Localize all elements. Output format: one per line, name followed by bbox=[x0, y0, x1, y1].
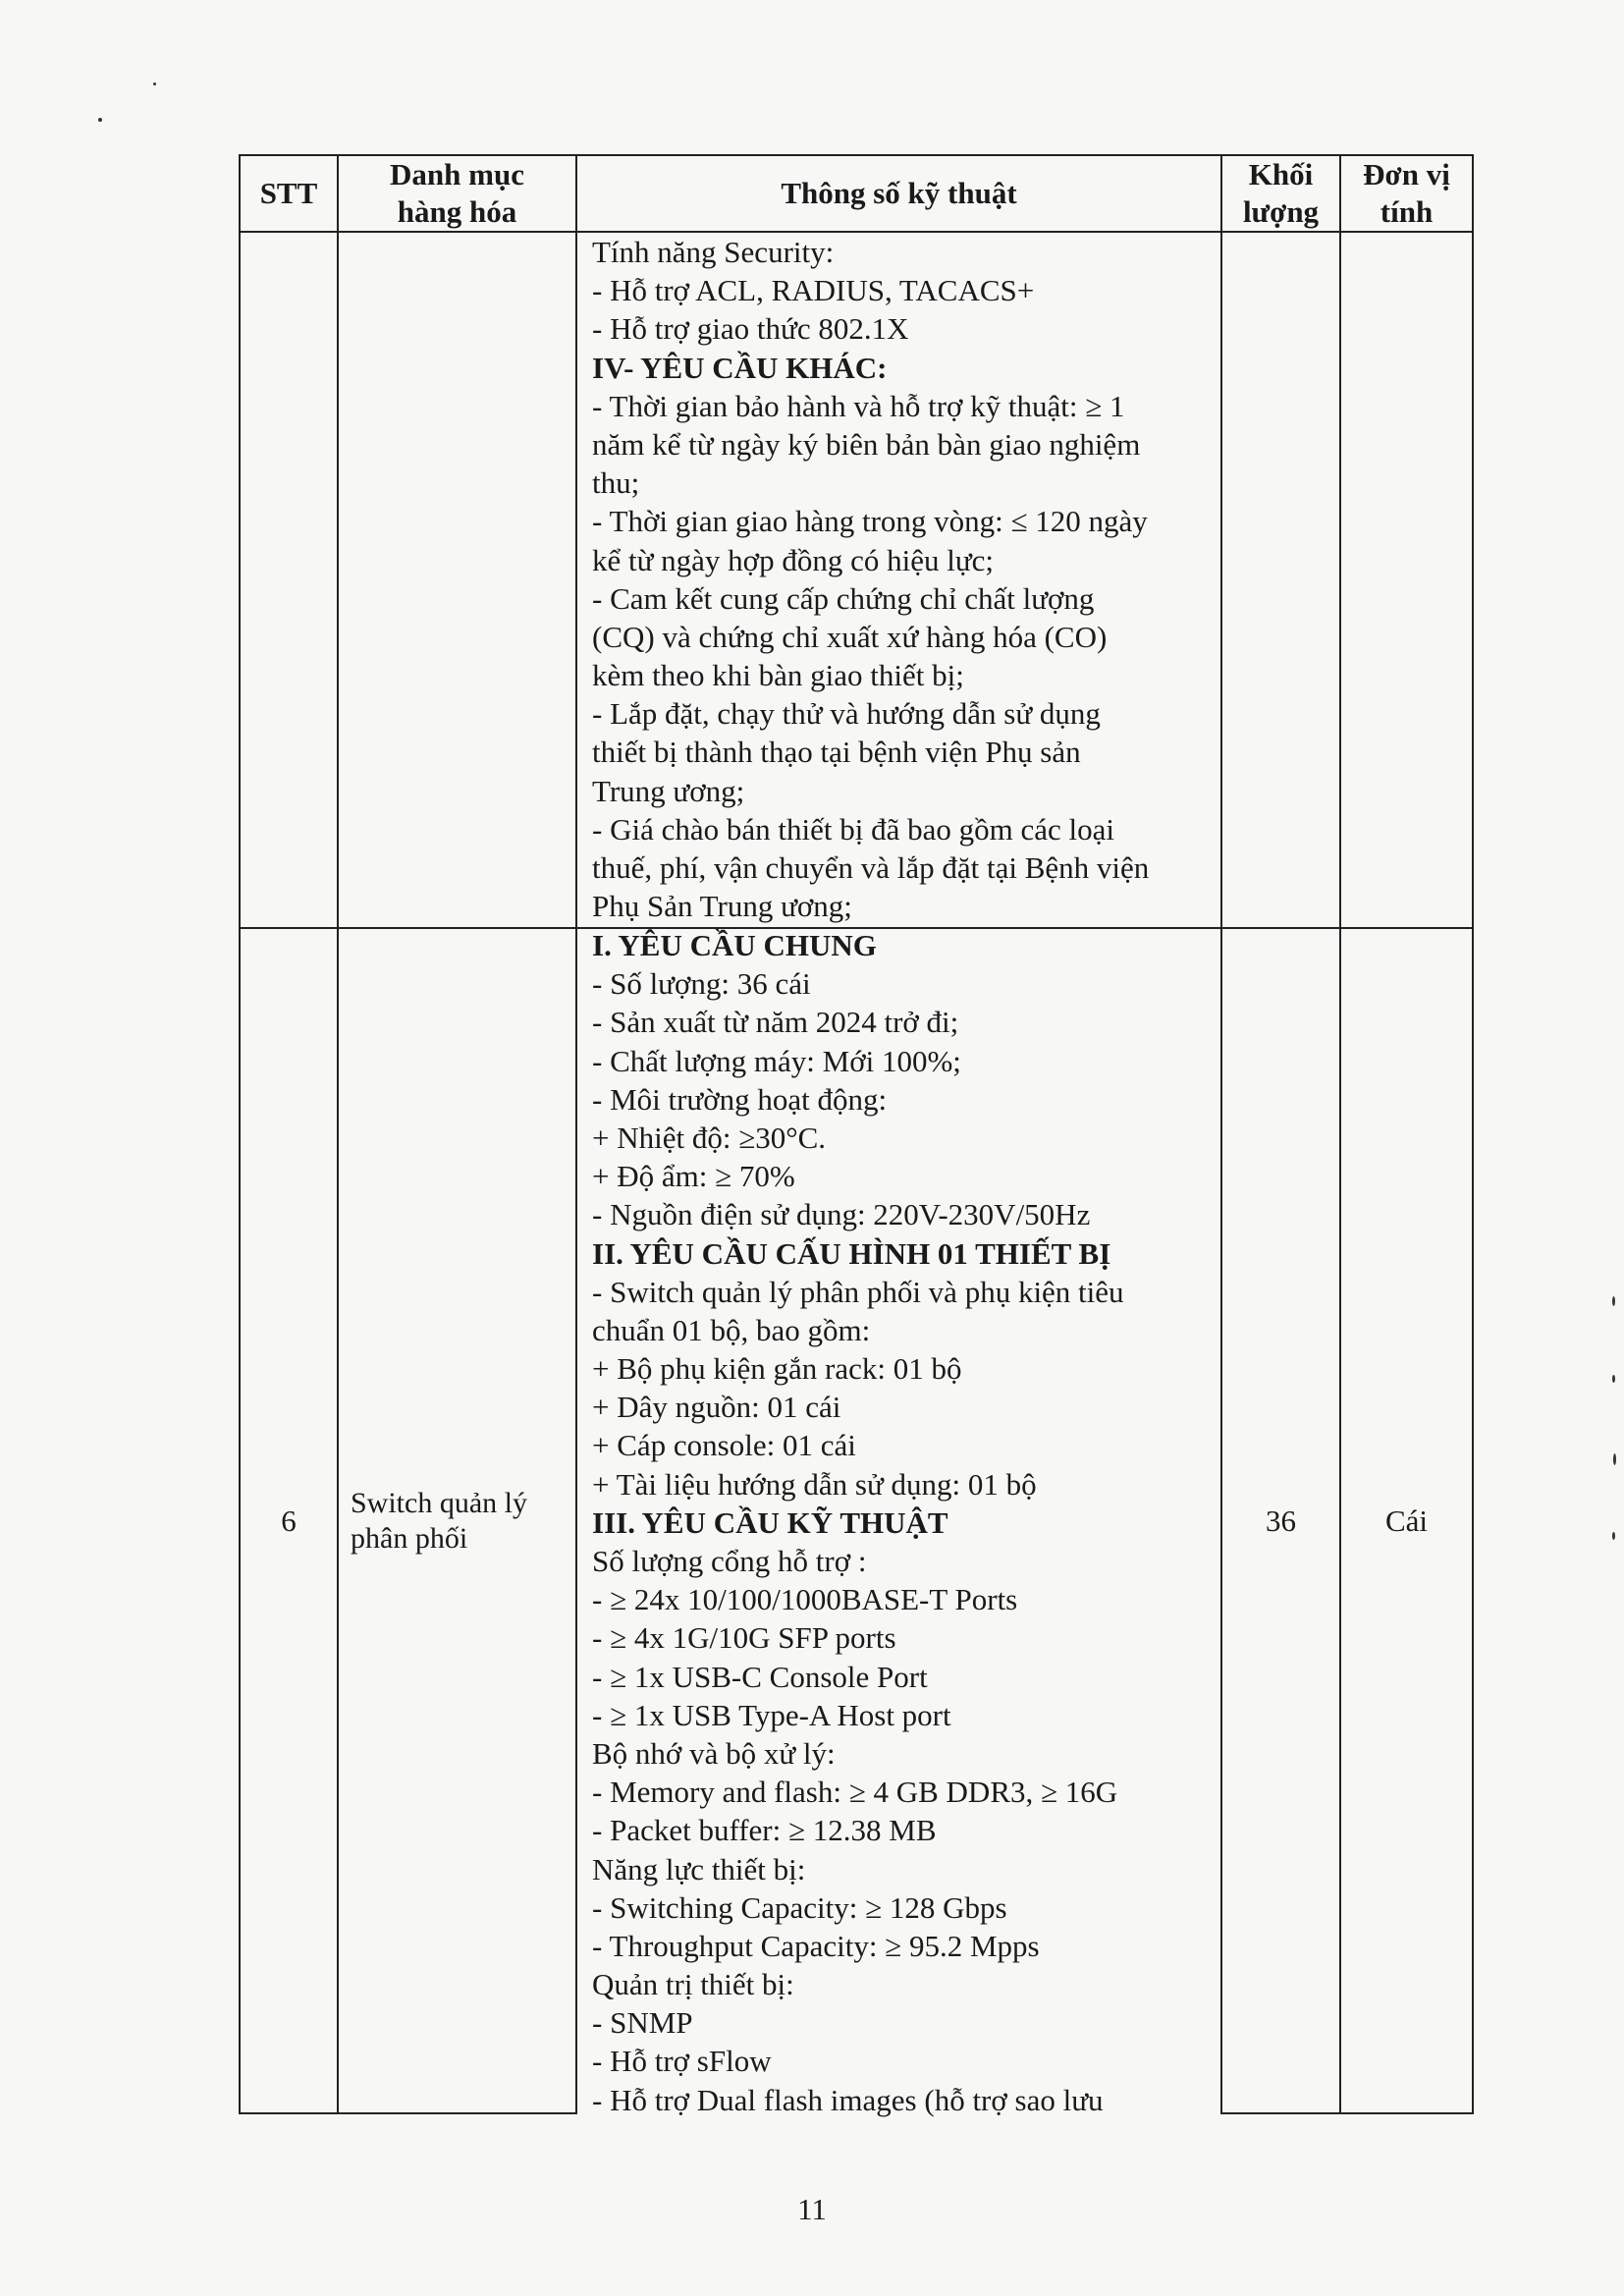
spec-line: Quản trị thiết bị: bbox=[592, 1967, 794, 2002]
row6-stt: 6 bbox=[281, 1503, 297, 1538]
spec-line: - Packet buffer: ≥ 12.38 MB bbox=[592, 1813, 937, 1848]
spec-line: - ≥ 24x 10/100/1000BASE-T Ports bbox=[592, 1582, 1018, 1617]
spec-line: Năng lực thiết bị: bbox=[592, 1851, 806, 1886]
spec-line: + Tài liệu hướng dẫn sử dụng: 01 bộ bbox=[592, 1466, 1037, 1502]
spec-line: + Độ ẩm: ≥ 70% bbox=[592, 1159, 795, 1194]
scan-speck bbox=[1612, 1532, 1615, 1540]
row6-item-name-line2: phân phối bbox=[351, 1521, 468, 1555]
spec-line: - Môi trường hoạt động: bbox=[592, 1081, 888, 1117]
spec-line: Tính năng Security: bbox=[592, 235, 835, 269]
header-thong-so: Thông số kỹ thuật bbox=[781, 176, 1017, 210]
spec-table bbox=[239, 154, 1474, 2117]
row6-item-name-line1: Switch quản lý bbox=[351, 1486, 527, 1519]
spec-line: thuế, phí, vận chuyển và lắp đặt tại Bệnh viện bbox=[592, 850, 1150, 885]
header-danh-muc bbox=[339, 156, 575, 231]
spec-cell-continued bbox=[592, 233, 1149, 925]
spec-line: năm kể từ ngày ký biên bản bàn giao nghiệm bbox=[592, 426, 1141, 462]
header-don-vi bbox=[1341, 156, 1472, 231]
table-border bbox=[337, 154, 339, 2114]
spec-line: - ≥ 1x USB-C Console Port bbox=[592, 1659, 928, 1694]
header-stt: STT bbox=[259, 176, 318, 210]
table-border bbox=[1220, 2112, 1474, 2114]
row6-unit: Cái bbox=[1384, 1503, 1429, 1538]
scan-speck bbox=[153, 82, 156, 85]
spec-line: kèm theo khi bàn giao thiết bị; bbox=[592, 658, 964, 693]
header-danh-muc-line2: hàng hóa bbox=[397, 194, 517, 229]
spec-line: - ≥ 1x USB Type-A Host port bbox=[592, 1697, 951, 1732]
spec-line: Trung ương; bbox=[592, 773, 745, 808]
spec-line: IV- YÊU CẦU KHÁC: bbox=[592, 350, 888, 385]
spec-line: + Cáp console: 01 cái bbox=[592, 1428, 856, 1463]
scan-speck bbox=[1613, 1453, 1616, 1465]
header-khoi-luong-line1: Khối bbox=[1248, 157, 1314, 191]
spec-line: - Cam kết cung cấp chứng chỉ chất lượng bbox=[592, 580, 1095, 616]
scan-speck bbox=[1612, 1375, 1615, 1383]
header-khoi-luong-line2: lượng bbox=[1242, 194, 1320, 229]
spec-line: + Bộ phụ kiện gắn rack: 01 bộ bbox=[592, 1351, 962, 1387]
spec-line: - Memory and flash: ≥ 4 GB DDR3, ≥ 16G bbox=[592, 1775, 1118, 1810]
table-border bbox=[1472, 154, 1474, 2114]
spec-line: chuẩn 01 bộ, bao gồm: bbox=[592, 1312, 871, 1347]
spec-line: thu; bbox=[592, 465, 640, 501]
spec-line: - ≥ 4x 1G/10G SFP ports bbox=[592, 1620, 896, 1656]
row6-spec-cell bbox=[592, 926, 1124, 2119]
spec-line: - Giá chào bán thiết bị đã bao gồm các loại bbox=[592, 811, 1114, 847]
spec-line: Phụ Sản Trung ương; bbox=[592, 889, 852, 924]
table-border bbox=[575, 154, 577, 2114]
page-number: 11 bbox=[797, 2192, 827, 2226]
scan-speck bbox=[98, 118, 102, 122]
spec-line: - Hỗ trợ sFlow bbox=[592, 2044, 772, 2079]
spec-line: - Nguồn điện sử dụng: 220V-230V/50Hz bbox=[592, 1197, 1091, 1232]
spec-line: I. YÊU CẦU CHUNG bbox=[592, 928, 877, 962]
scan-speck bbox=[1612, 1296, 1615, 1306]
spec-line: thiết bị thành thạo tại bệnh viện Phụ sản bbox=[592, 735, 1081, 770]
spec-line: - Hỗ trợ ACL, RADIUS, TACACS+ bbox=[592, 273, 1035, 308]
spec-line: + Nhiệt độ: ≥30°C. bbox=[592, 1120, 827, 1155]
spec-line: - Chất lượng máy: Mới 100%; bbox=[592, 1043, 961, 1078]
spec-line: II. YÊU CẦU CẤU HÌNH 01 THIẾT BỊ bbox=[592, 1235, 1111, 1271]
spec-line: - Hỗ trợ giao thức 802.1X bbox=[592, 311, 909, 347]
table-border bbox=[239, 2112, 577, 2114]
header-don-vi-line2: tính bbox=[1380, 194, 1434, 229]
header-don-vi-line1: Đơn vị bbox=[1363, 157, 1450, 191]
spec-line: - Lắp đặt, chạy thử và hướng dẫn sử dụng bbox=[592, 696, 1101, 732]
spec-line: + Dây nguồn: 01 cái bbox=[592, 1390, 841, 1425]
spec-line: - Số lượng: 36 cái bbox=[592, 966, 811, 1002]
row6-item-name bbox=[351, 929, 575, 2112]
spec-line: - Sản xuất từ năm 2024 trở đi; bbox=[592, 1005, 959, 1040]
spec-line: - Thời gian giao hàng trong vòng: ≤ 120 ngày bbox=[592, 504, 1148, 539]
spec-line: - SNMP bbox=[592, 2005, 693, 2041]
spec-line: kể từ ngày hợp đồng có hiệu lực; bbox=[592, 542, 994, 577]
spec-line: - Thời gian bảo hành và hỗ trợ kỹ thuật: ≥ 1 bbox=[592, 388, 1125, 423]
spec-line: (CQ) và chứng chỉ xuất xứ hàng hóa (CO) bbox=[592, 619, 1108, 654]
header-khoi-luong bbox=[1222, 156, 1339, 231]
spec-line: - Switch quản lý phân phối và phụ kiện tiêu bbox=[592, 1274, 1124, 1309]
spec-line: - Hỗ trợ Dual flash images (hỗ trợ sao lưu bbox=[592, 2082, 1104, 2117]
spec-line: - Switching Capacity: ≥ 128 Gbps bbox=[592, 1889, 1007, 1925]
spec-line: - Throughput Capacity: ≥ 95.2 Mpps bbox=[592, 1928, 1040, 1963]
spec-line: III. YÊU CẦU KỸ THUẬT bbox=[592, 1504, 948, 1540]
spec-line: Bộ nhớ và bộ xử lý: bbox=[592, 1735, 836, 1771]
row6-quantity: 36 bbox=[1266, 1503, 1296, 1538]
spec-line: Số lượng cổng hỗ trợ : bbox=[592, 1544, 867, 1578]
header-danh-muc-line1: Danh mục bbox=[390, 157, 524, 191]
